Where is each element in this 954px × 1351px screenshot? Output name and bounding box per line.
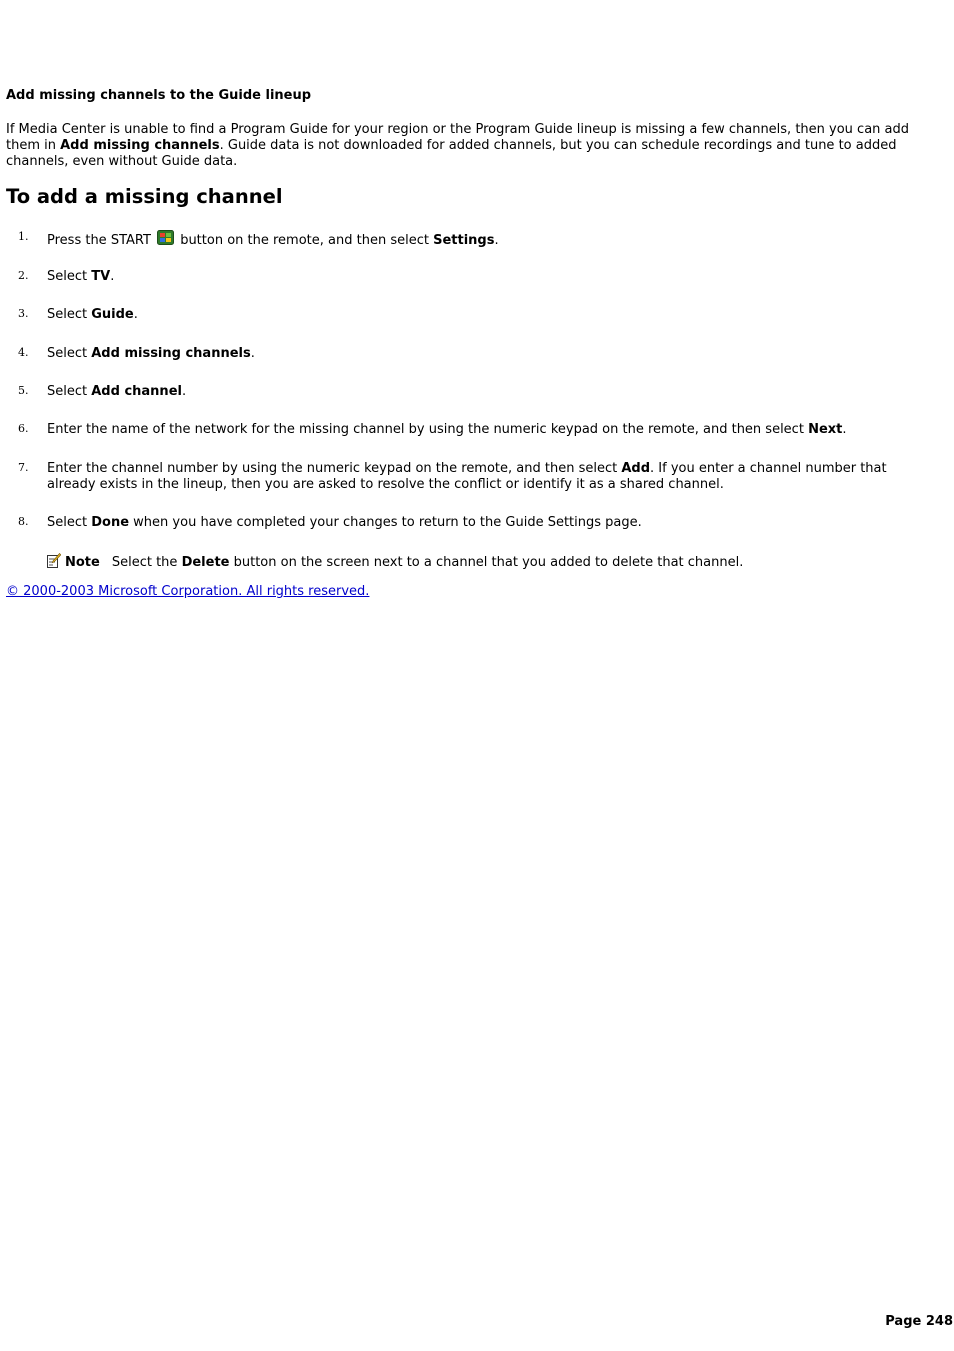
- step-number: 4.: [18, 346, 29, 359]
- procedure-title: To add a missing channel: [6, 185, 283, 208]
- page-number: Page 248: [885, 1314, 953, 1329]
- intro-bold: Add missing channels: [60, 138, 220, 153]
- step-text-bold: Next: [808, 422, 843, 437]
- step-text: [47, 515, 937, 531]
- step-text-bold: Settings: [433, 233, 495, 248]
- step-text-pre: Select: [47, 307, 92, 322]
- start-button-icon: [157, 230, 174, 245]
- step-number: 2.: [18, 269, 29, 282]
- step-text-post: . If you enter a channel number that already exists in the lineup, then you are asked to resolve the conflict or identify it as a shared channel.: [47, 461, 887, 492]
- step-text-pre: Enter the name of the network for the missing channel by using the numeric keypad on the remote, and then select: [47, 422, 809, 437]
- step-text-bold: Done: [91, 515, 130, 530]
- note-pencil-icon: [47, 553, 61, 568]
- note-text-post: button on the screen next to a channel that you added to delete that channel.: [229, 555, 744, 570]
- step-text-pre: Select: [47, 384, 92, 399]
- step-text-bold: Guide: [91, 307, 134, 322]
- intro-text-2: . Guide data is not downloaded for added channels, but you can schedule recordings and tune to added channels, even without Guide data.: [6, 138, 897, 169]
- intro-text-1: If Media Center is unable to find a Program Guide for your region or the Program Guide lineup is missing a few channels, then you can add them in: [6, 122, 910, 153]
- step-text-post: .: [181, 384, 187, 399]
- step-text: [47, 307, 937, 323]
- step-number: 7.: [18, 461, 29, 474]
- step-text-post: when you have completed your changes to return to the Guide Settings page.: [129, 515, 642, 530]
- step-number: 6.: [18, 422, 29, 435]
- step-text-pre: Select: [47, 515, 92, 530]
- step-text-bold: Add: [621, 461, 651, 476]
- step-text: [47, 384, 937, 400]
- step-number: 5.: [18, 384, 29, 397]
- note-text-bold: Delete: [181, 555, 230, 570]
- step-text-pre: Press the START: [47, 233, 156, 248]
- step-text-bold: Add channel: [91, 384, 182, 399]
- step-text-post: .: [133, 307, 138, 322]
- step-text-bold: TV: [91, 269, 111, 284]
- page-title: Add missing channels to the Guide lineup: [6, 88, 312, 103]
- note: [47, 553, 937, 571]
- steps-list: [0, 0, 954, 600]
- step-text-post: .: [494, 233, 499, 248]
- step-text-mid: button on the remote, and then select: [176, 233, 434, 248]
- step-text-post: .: [250, 346, 255, 361]
- step-text-pre: Select: [47, 346, 92, 361]
- step-text: [47, 422, 937, 438]
- step-number: 8.: [18, 515, 29, 528]
- step-text: [47, 230, 937, 249]
- step-text-post: .: [842, 422, 847, 437]
- note-label: Note: [65, 555, 100, 570]
- step-text-pre: Enter the channel number by using the numeric keypad on the remote, and then select: [47, 461, 622, 476]
- step-text-post: .: [110, 269, 115, 284]
- step-text: [47, 269, 937, 285]
- step-number: 3.: [18, 307, 29, 320]
- step-text-pre: Select: [47, 269, 92, 284]
- step-text: [47, 461, 937, 493]
- step-text: [47, 346, 937, 362]
- copyright-link[interactable]: © 2000-2003 Microsoft Corporation. All rights reserved.: [6, 584, 370, 599]
- step-text-bold: Add missing channels: [91, 346, 251, 361]
- note-text-pre: Select the: [111, 555, 182, 570]
- step-number: 1.: [18, 230, 29, 243]
